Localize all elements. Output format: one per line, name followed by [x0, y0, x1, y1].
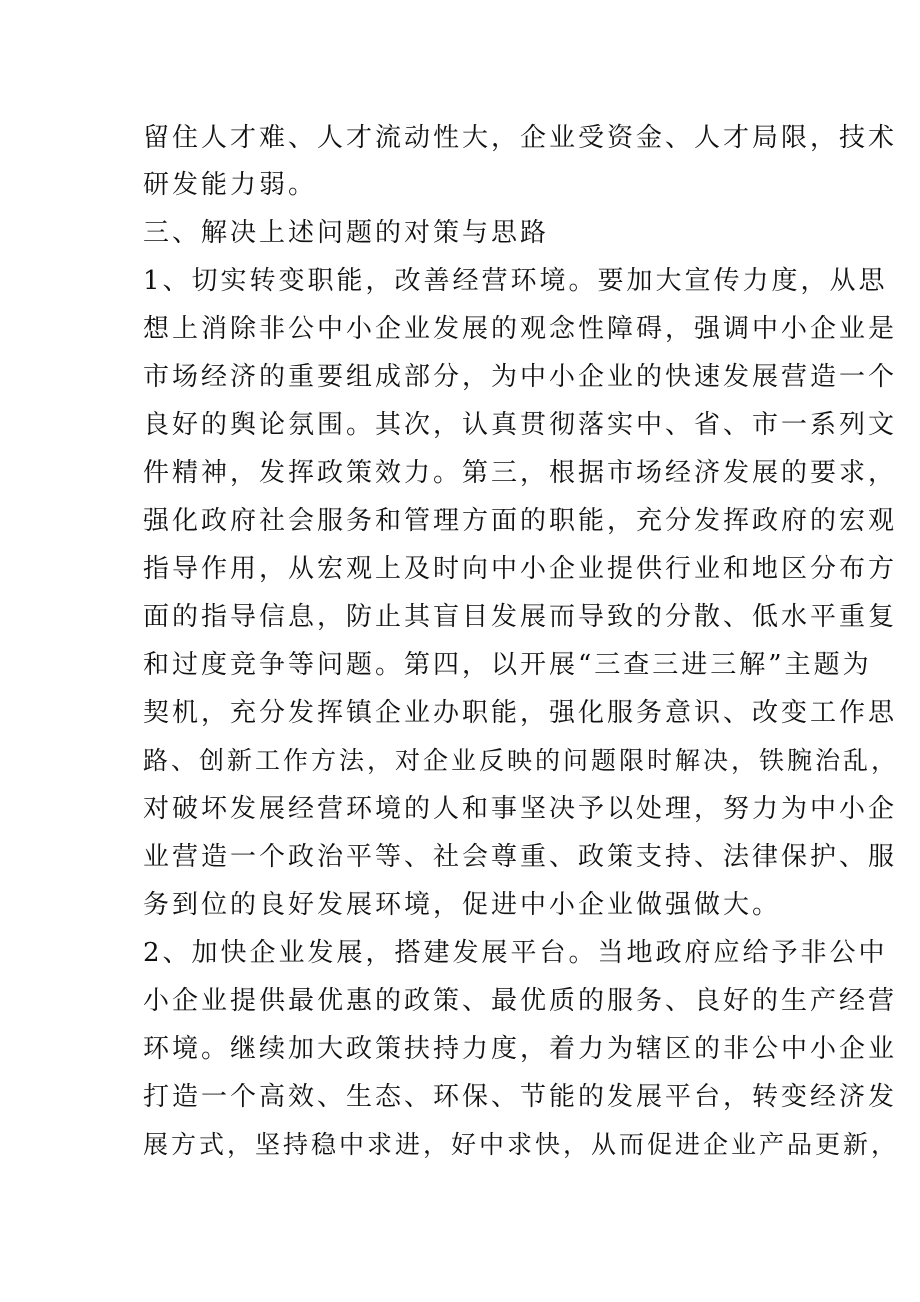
text-line: 对破坏发展经营环境的人和事坚决予以处理，努力为中小企: [143, 794, 898, 824]
text-line: 务到位的良好发展环境，促进中小企业做强做大。: [143, 890, 782, 920]
text-line: 和过度竞争等问题。第四，以开展“三查三进三解”主题为: [143, 650, 872, 680]
text-line: 路、创新工作方法，对企业反映的问题限时解决，铁腕治乱，: [143, 746, 900, 775]
text-line: 小企业提供最优惠的政策、最优质的服务、良好的生产经营: [143, 986, 898, 1016]
text-line: 面的指导信息，防止其盲目发展而导致的分散、低水平重复: [143, 602, 898, 632]
section-heading: 三、解决上述问题的对策与思路: [143, 218, 550, 248]
text-line: 强化政府社会服务和管理方面的职能，充分发挥政府的宏观: [143, 506, 898, 536]
text-line: 展方式，坚持稳中求进，好中求快，从而促进企业产品更新，: [143, 1130, 900, 1159]
text-line: 1、切实转变职能，改善经营环境。要加大宣传力度，从思: [143, 266, 888, 296]
text-line: 件精神，发挥政策效力。第三，根据市场经济发展的要求，: [143, 458, 898, 488]
text-line: 留住人才难、人才流动性大，企业受资金、人才局限，技术: [143, 123, 898, 153]
text-line: 研发能力弱。: [143, 170, 318, 200]
text-line: 市场经济的重要组成部分，为中小企业的快速发展营造一个: [143, 362, 898, 392]
text-line: 契机，充分发挥镇企业办职能，强化服务意识、改变工作思: [143, 698, 898, 728]
text-line: 业营造一个政治平等、社会尊重、政策支持、法律保护、服: [143, 842, 898, 872]
text-line: 指导作用，从宏观上及时向中小企业提供行业和地区分布方: [143, 554, 898, 584]
text-line: 想上消除非公中小企业发展的观念性障碍，强调中小企业是: [143, 314, 898, 344]
text-line: 打造一个高效、生态、环保、节能的发展平台，转变经济发: [143, 1082, 898, 1112]
text-line: 良好的舆论氛围。其次，认真贯彻落实中、省、市一系列文: [143, 410, 898, 440]
text-line: 2、加快企业发展，搭建发展平台。当地政府应给予非公中: [143, 938, 888, 968]
text-line: 环境。继续加大政策扶持力度，着力为辖区的非公中小企业: [143, 1034, 898, 1064]
